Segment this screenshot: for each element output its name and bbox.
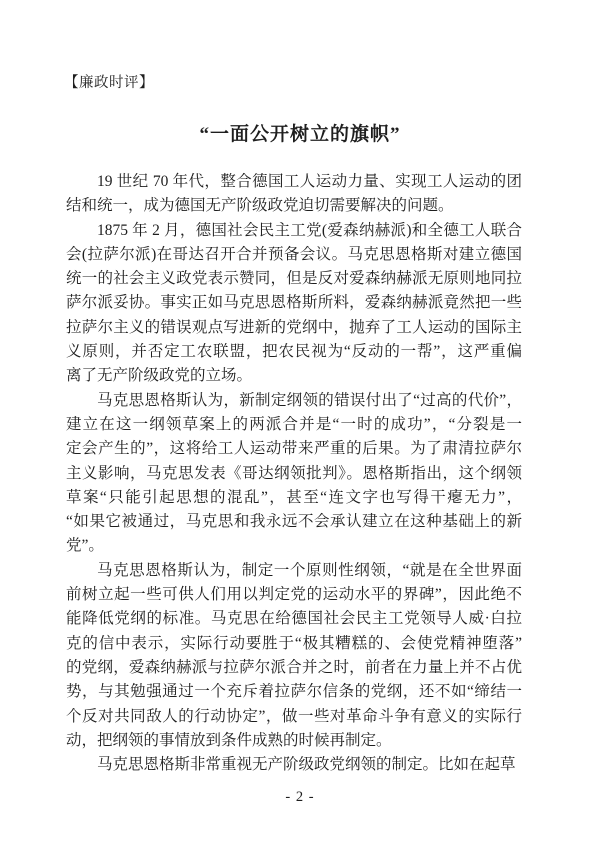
text-line: 党”。: [66, 537, 104, 555]
text-line: 拉萨尔主义的错误观点写进新的党纲中，抛弃了工人运动的国际主: [66, 318, 522, 336]
text-line: 结和统一，成为德国无产阶级政党迫切需要解决的问题。: [66, 197, 454, 215]
page-title: “一面公开树立的旗帜”: [199, 124, 401, 145]
text-line: 克的信中表示，实际行动要胜于“极其糟糕的、会使党精神堕落”: [66, 634, 522, 652]
text-line: 定会产生的”，这将给工人运动带来严重的后果。为了肃清拉萨尔: [66, 440, 522, 458]
text-line: 义原则，并否定工农联盟，把农民视为“反动的一帮”，这严重偏: [66, 343, 522, 361]
text-line: 19 世纪 70 年代，整合德国工人运动力量、实现工人运动的团: [97, 173, 522, 190]
text-line: 会(拉萨尔派)在哥达召开合并预备会议。马克思恩格斯对建立德国: [66, 245, 522, 263]
section-label: 【廉政时评】: [64, 75, 154, 91]
text-line: 动，把纲领的事情放到条件成熟的时候再制定。: [66, 731, 392, 749]
text-line: 1875 年 2 月，德国社会民主工党(爱森纳赫派)和全德工人联合: [97, 221, 522, 239]
text-line: 势，与其勉强通过一个充斥着拉萨尔信条的党纲，还不如“缔结一: [66, 683, 522, 701]
text-line: 离了无产阶级政党的立场。: [66, 367, 253, 385]
text-line: 的党纲，爱森纳赫派与拉萨尔派合并之时，前者在力量上并不占优: [66, 658, 522, 676]
paragraph: [66, 219, 522, 389]
text-line: 萨尔派妥协。事实正如马克思恩格斯所料，爱森纳赫派竟然把一些: [66, 294, 522, 312]
page-number: - 2 -: [285, 789, 315, 805]
text-line: 马克思恩格斯认为，新制定纲领的错误付出了“过高的代价”，: [97, 391, 522, 409]
text-line: 前树立起一些可供人们用以判定党的运动水平的界碑”，因此绝不: [66, 586, 522, 604]
text-line: 主义影响，马克思发表《哥达纲领批判》。恩格斯指出，这个纲领: [66, 464, 522, 482]
paragraph: [66, 559, 522, 753]
text-line: 个反对共同敌人的行动协定”，做一些对革命斗争有意义的实际行: [66, 707, 522, 725]
text-line: 统一的社会主义政党表示赞同，但是反对爱森纳赫派无原则地同拉: [66, 270, 522, 288]
text-line: 建立在这一纲领草案上的两派合并是“一时的成功”，“分裂是一: [66, 415, 522, 433]
text-line: 马克思恩格斯非常重视无产阶级政党纲领的制定。比如在起草: [97, 756, 516, 774]
body-text: [66, 170, 522, 777]
text-line: 马克思恩格斯认为，制定一个原则性纲领，“就是在全世界面: [97, 561, 522, 579]
text-line: 草案“只能引起思想的混乱”，甚至“连文字也写得干瘪无力”，: [66, 488, 522, 506]
text-line: “如果它被通过，马克思和我永远不会承认建立在这种基础上的新: [66, 513, 522, 531]
paragraph: [66, 170, 522, 219]
text-line: 能降低党纲的标准。马克思在给德国社会民主工党领导人威·白拉: [66, 610, 522, 628]
paragraph: [66, 753, 522, 777]
paragraph: [66, 389, 522, 559]
